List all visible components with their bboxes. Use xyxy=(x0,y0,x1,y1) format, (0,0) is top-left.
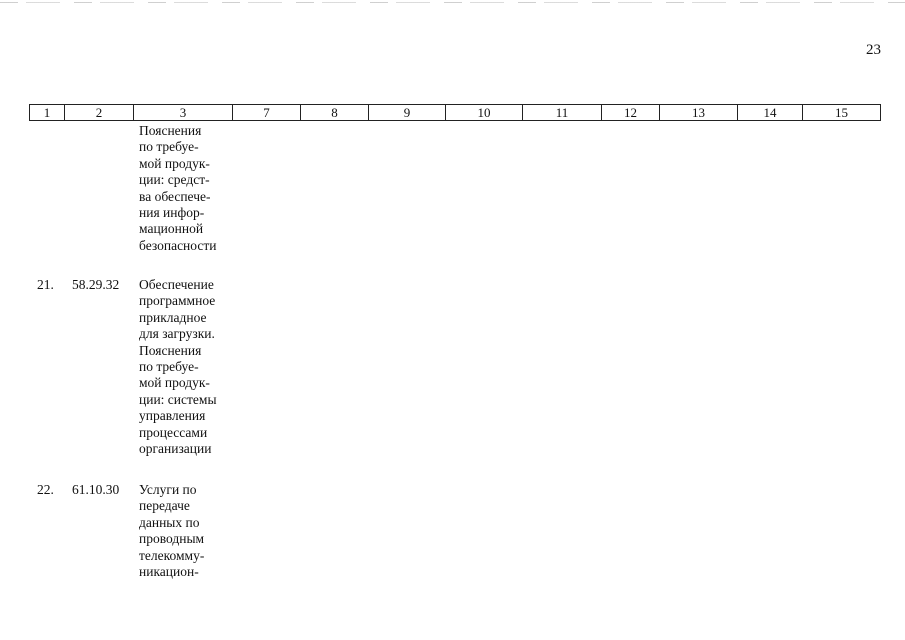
text-line: прикладное xyxy=(139,309,207,325)
text-line: Обеспечение xyxy=(139,277,214,292)
row-code: 58.29.32 xyxy=(72,277,120,292)
text-line: мационной xyxy=(139,221,204,237)
text-line: по требуе- xyxy=(139,359,199,375)
text-line: ва обеспече- xyxy=(139,188,211,204)
header-cell: 8 xyxy=(301,105,369,121)
row-code: 61.10.30 xyxy=(72,482,120,497)
header-cell: 13 xyxy=(660,105,738,121)
header-cell: 9 xyxy=(369,105,446,121)
text-line: для загрузки. xyxy=(139,326,215,342)
header-cell: 11 xyxy=(523,105,602,121)
row-description xyxy=(139,277,217,457)
continuation-description xyxy=(139,123,217,254)
text-line: ции: средст- xyxy=(139,172,210,188)
column-header-table xyxy=(29,104,881,121)
header-cell: 12 xyxy=(602,105,660,121)
scan-artifact-line xyxy=(0,2,905,3)
text-line: передаче xyxy=(139,498,190,514)
text-line: телекомму- xyxy=(139,547,205,563)
row-description xyxy=(139,482,204,580)
text-line: процессами xyxy=(139,424,208,440)
text-line: ния инфор- xyxy=(139,205,205,221)
header-cell: 7 xyxy=(233,105,301,121)
header-cell: 10 xyxy=(446,105,523,121)
text-line: данных по xyxy=(139,514,200,530)
text-line: Услуги по xyxy=(139,482,197,497)
header-cell: 3 xyxy=(134,105,233,121)
text-line: Пояснения xyxy=(139,342,202,358)
text-line: организации xyxy=(139,441,212,457)
header-cell: 14 xyxy=(738,105,803,121)
text-line: управления xyxy=(139,408,206,424)
text-line: программное xyxy=(139,293,216,309)
text-line: мой продук- xyxy=(139,155,210,171)
text-line: Пояснения xyxy=(139,123,202,138)
text-line: мой продук- xyxy=(139,375,210,391)
text-line: безопасности xyxy=(139,237,217,253)
text-line: по требуе- xyxy=(139,139,199,155)
header-cell: 1 xyxy=(30,105,65,121)
page-number: 23 xyxy=(866,42,881,58)
text-line: ции: системы xyxy=(139,391,217,407)
text-line: никацион- xyxy=(139,564,199,580)
header-row xyxy=(30,105,881,121)
header-cell: 2 xyxy=(65,105,134,121)
header-cell: 15 xyxy=(803,105,881,121)
row-index: 22. xyxy=(37,482,54,497)
row-index: 21. xyxy=(37,277,54,292)
text-line: проводным xyxy=(139,531,205,547)
